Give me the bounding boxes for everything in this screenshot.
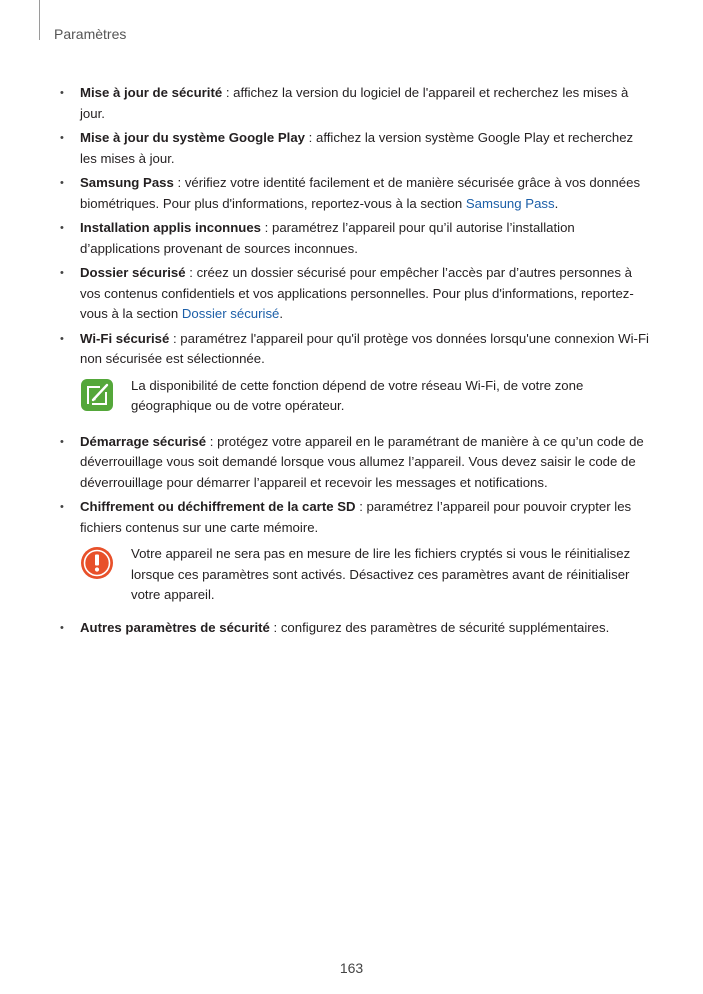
item-text: : paramétrez l’appareil pour pouvoir crypter les fichiers contenus sur une carte mémoire.: [80, 499, 632, 535]
page-header-title: Paramètres: [54, 26, 127, 42]
bullet-icon: •: [60, 435, 64, 448]
list-item-secure-folder: [60, 263, 652, 325]
item-text: : affichez la version système Google Play et recherchez les mises à jour.: [80, 130, 634, 166]
samsung-pass-link[interactable]: Samsung Pass: [465, 195, 555, 211]
bullet-icon: •: [60, 87, 64, 99]
bullet-icon: •: [60, 222, 64, 234]
bullet-icon: •: [60, 501, 64, 513]
item-tail: .: [279, 306, 284, 321]
bullet-icon: •: [60, 177, 64, 189]
item-term: Mise à jour de sécurité: [80, 85, 223, 100]
list-item-google-play-update: [60, 128, 652, 169]
item-term: Samsung Pass: [80, 175, 174, 190]
caution-text: Votre appareil ne sera pas en mesure de lire les fichiers cryptés si vous le réinitialisez lorsque ces paramètres sont activés. Désactivez ces paramètres avant de réinitialiser votre appareil.: [131, 546, 631, 602]
bullet-icon: •: [60, 132, 64, 144]
item-term: Mise à jour du système Google Play: [80, 130, 305, 145]
item-term: Wi-Fi sécurisé: [80, 330, 170, 346]
list-item-samsung-pass: [60, 173, 652, 214]
list-item-sd-encryption: [60, 497, 652, 538]
page-number: 163: [339, 960, 364, 976]
note-box: [60, 376, 652, 420]
item-term: Installation applis inconnues: [80, 220, 261, 235]
item-text: : configurez des paramètres de sécurité supplémentaires.: [269, 619, 610, 635]
item-term: Chiffrement ou déchiffrement de la carte SD: [80, 499, 356, 514]
note-icon: [80, 378, 114, 412]
bullet-icon: •: [60, 621, 64, 634]
caution-box: [60, 544, 652, 606]
item-text: : paramétrez l'appareil pour qu'il protège vos données lorsqu'une connexion Wi-Fi non sécurisée est sélectionnée.: [80, 330, 649, 366]
item-term: Dossier sécurisé: [80, 265, 186, 280]
main-content: [60, 83, 652, 642]
item-text: : vérifiez votre identité facilement et de manière sécurisée grâce à vos données biométriques. Pour plus d'informations, reportez-vous à la section: [80, 175, 641, 211]
secure-folder-link[interactable]: Dossier sécurisé: [181, 306, 280, 321]
caution-icon: [80, 546, 114, 580]
bullet-icon: •: [60, 267, 64, 279]
item-tail: .: [554, 195, 559, 211]
item-text: : protégez votre appareil en le paramétrant de manière à ce qu’un code de déverrouillage vous soit demandé lorsque vous allumez l’appareil. Vous devez saisir le code de déverrouillage pour démarrer l’appareil et recevoir les messages et notifications.: [80, 433, 644, 490]
list-item-secure-wifi: [60, 329, 652, 370]
item-term: Autres paramètres de sécurité: [80, 619, 270, 635]
list-item-unknown-apps: [60, 218, 652, 259]
bullet-icon: •: [60, 332, 64, 345]
item-text: : affichez la version du logiciel de l'appareil et recherchez les mises à jour.: [80, 85, 629, 121]
header-divider: [39, 0, 40, 40]
item-text: : créez un dossier sécurisé pour empêcher l’accès par d’autres personnes à vos contenus confidentiels et vos applications personnelles. Pour plus d'informations, reportez-vous à la section: [80, 265, 634, 321]
list-item-other-security: [60, 618, 652, 639]
list-item-secure-startup: [60, 432, 652, 494]
item-term: Démarrage sécurisé: [80, 433, 207, 449]
item-text: : paramétrez l’appareil pour qu’il autorise l’installation d’applications provenant de sources inconnues.: [80, 220, 575, 256]
list-item-security-update: [60, 83, 652, 124]
note-text: La disponibilité de cette fonction dépend de votre réseau Wi-Fi, de votre zone géographique ou de votre opérateur.: [131, 377, 584, 413]
